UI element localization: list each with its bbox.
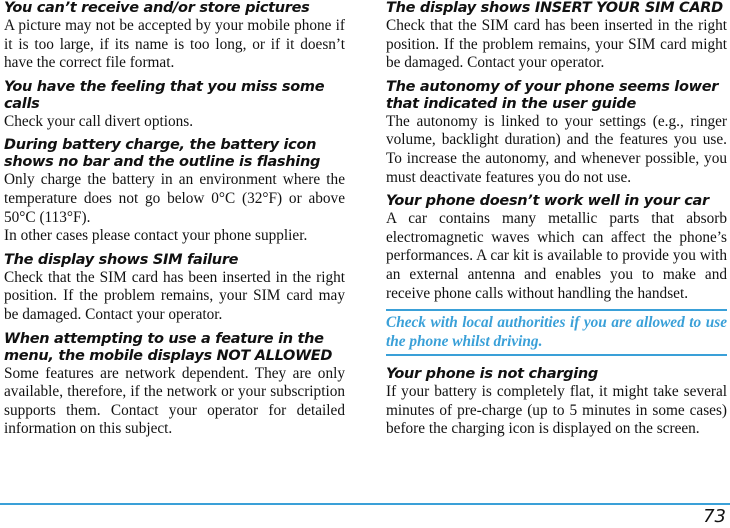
driving-note xyxy=(386,309,727,356)
section-paragraph: If your battery is completely flat, it might take several minutes of pre-charge (up to 5 minutes in some cases) before the charging icon is displayed on the screen. xyxy=(386,383,727,438)
right-column xyxy=(386,0,727,445)
section xyxy=(4,331,345,439)
section-paragraph: Only charge the battery in an environment where the temperature does not go below 0°C (32°F) or above 50°C (113°F). xyxy=(4,171,345,226)
section-heading: You have the feeling that you miss some calls xyxy=(4,78,325,112)
right-column-bottom xyxy=(386,366,727,439)
left-column xyxy=(4,0,345,445)
note-text: Check with local authorities if you are allowed to use the phone whilst driving. xyxy=(386,314,727,351)
section xyxy=(386,193,727,303)
page-number: 73 xyxy=(703,506,726,527)
section xyxy=(386,79,727,187)
section-paragraph: Check that the SIM card has been inserted in the right position. If the problem remains, your SIM card may be damaged. Contact your operator. xyxy=(4,268,345,323)
section-heading: The autonomy of your phone seems lower that indicated in the user guide xyxy=(386,78,719,112)
section-paragraph: The autonomy is linked to your settings (e.g., ringer volume, backlight duration) and the features you use. To increase the autonomy, and whenever possible, you must deactivate features you do not use. xyxy=(386,112,727,186)
section-heading: Your phone is not charging xyxy=(386,366,599,383)
section xyxy=(386,0,727,73)
section xyxy=(4,137,345,245)
section-heading: During battery charge, the battery icon shows no bar and the outline is flashing xyxy=(4,137,321,171)
section xyxy=(386,366,727,439)
section-paragraph: In other cases please contact your phone supplier. xyxy=(4,227,308,245)
section-paragraph: A car contains many metallic parts that absorb electromagnetic waves which can affect the phone’s performances. A car kit is available to provide you with an external antenna and enables you to make and receive phone calls without handling the handset. xyxy=(386,210,727,302)
section-paragraph: Check your call divert options. xyxy=(4,112,194,130)
section-heading: Your phone doesn’t work well in your car xyxy=(386,193,709,210)
section-heading: The display shows SIM failure xyxy=(4,251,239,268)
section-paragraph: Check that the SIM card has been inserted in the right position. If the problem remains, your SIM card might be damaged. Contact your operator. xyxy=(386,17,727,72)
section xyxy=(4,79,345,132)
right-column-top xyxy=(386,0,727,303)
footer-rule xyxy=(0,503,730,505)
section xyxy=(4,0,345,73)
section-heading: The display shows INSERT YOUR SIM CARD xyxy=(386,0,723,16)
section-paragraph: Some features are network dependent. They are only available, therefore, if the network or your subscription supports them. Contact your operator for detailed information on this subject. xyxy=(4,364,345,438)
section-heading: You can’t receive and/or store pictures xyxy=(4,0,310,16)
section-paragraph: A picture may not be accepted by your mobile phone if it is too large, if its name is too long, or if it doesn’t have the correct file format. xyxy=(4,17,345,72)
section xyxy=(4,252,345,325)
section-heading: When attempting to use a feature in the menu, the mobile displays NOT ALLOWED xyxy=(4,330,333,364)
